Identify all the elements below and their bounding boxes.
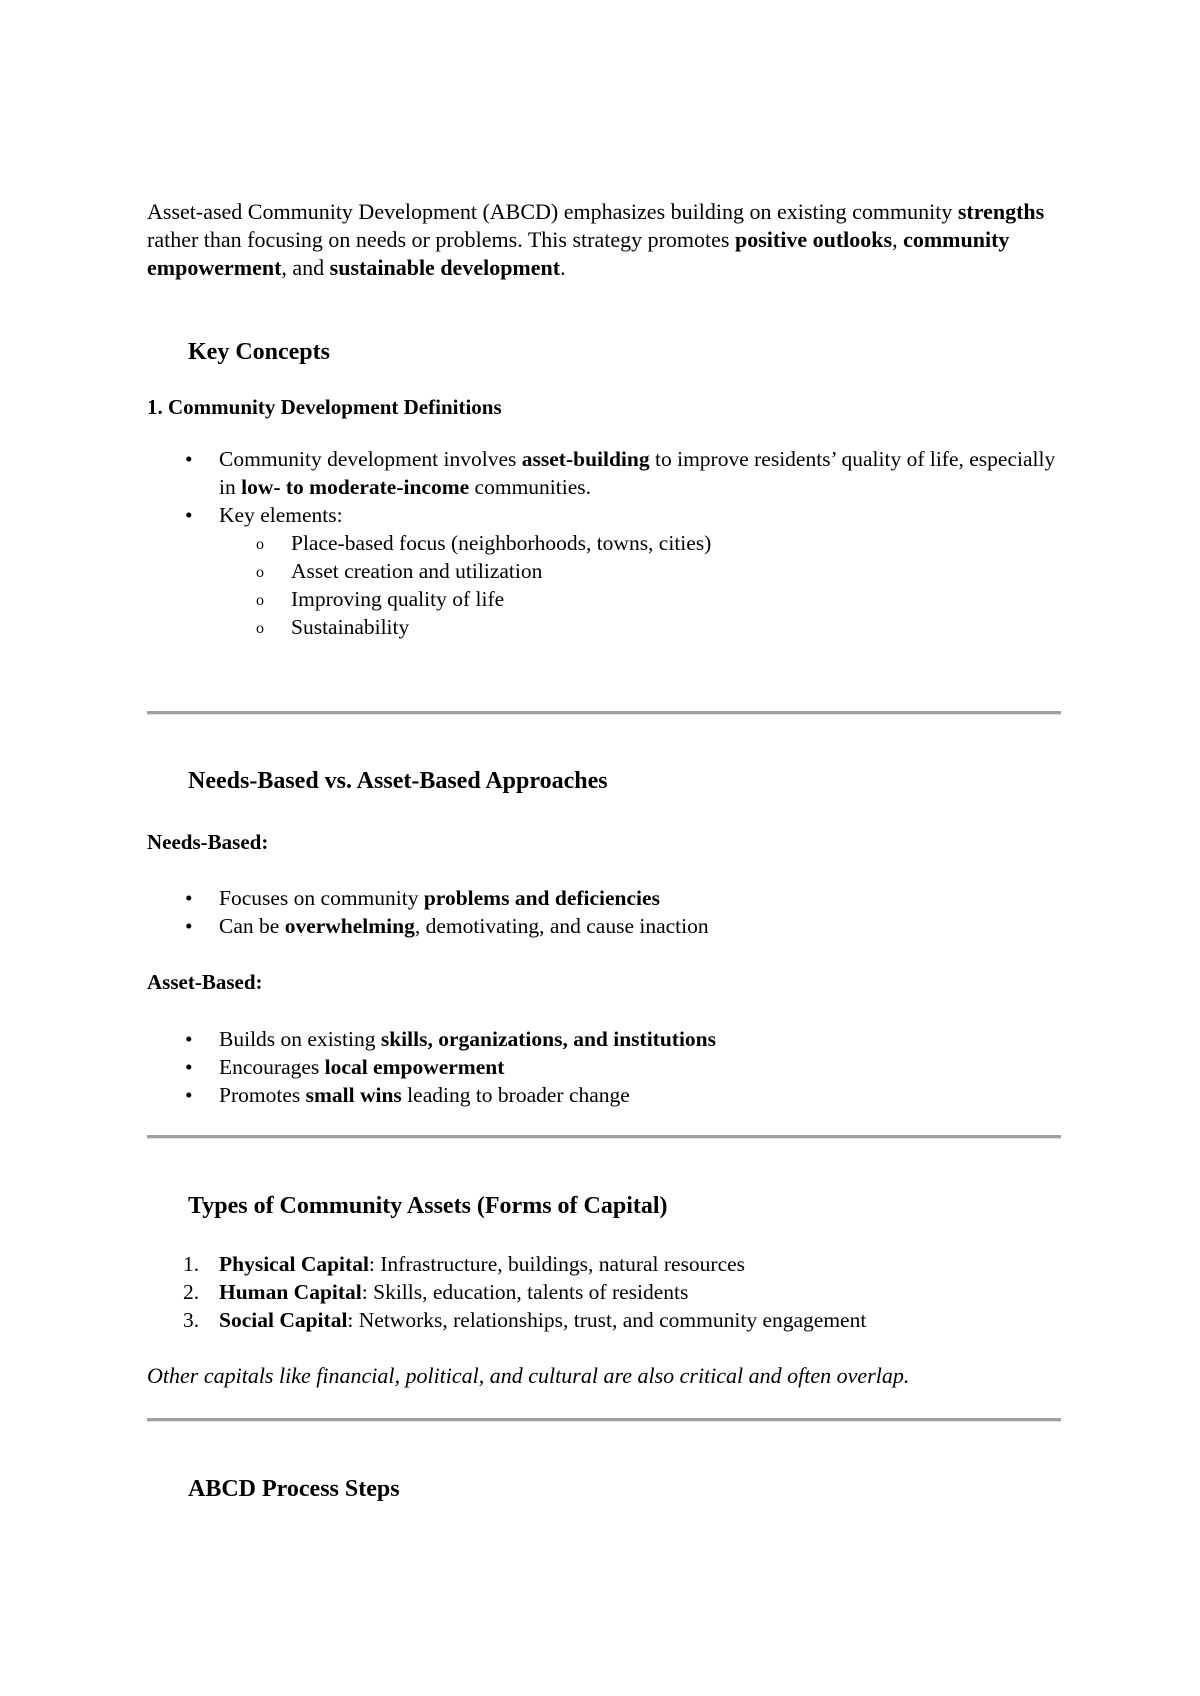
intro-text: rather than focusing on needs or problems. This strategy promotes bbox=[147, 227, 735, 252]
intro-bold: positive outlooks bbox=[734, 227, 893, 252]
list-item-bold: Physical Capital bbox=[219, 1252, 369, 1276]
list-number: 3. bbox=[183, 1308, 200, 1332]
list-item-bold: local empowerment bbox=[324, 1055, 505, 1079]
list-item-bold: skills, organizations, and institutions bbox=[380, 1027, 716, 1051]
asset-based-label: Asset-Based: bbox=[147, 970, 263, 994]
sublist-item bbox=[219, 585, 1057, 613]
list-item-text: Can be bbox=[219, 914, 285, 938]
circle-bullet-icon: o bbox=[256, 536, 264, 553]
list-item bbox=[147, 501, 1057, 641]
asset-based-list bbox=[147, 1025, 1057, 1109]
list-item-text: Community development involves bbox=[219, 447, 522, 471]
list-item-text: : Skills, education, talents of residents bbox=[361, 1280, 689, 1304]
list-item bbox=[147, 1306, 1057, 1334]
sublist-item-text: Asset creation and utilization bbox=[291, 559, 543, 583]
intro-text: . bbox=[560, 255, 566, 280]
list-item-bold: small wins bbox=[305, 1083, 402, 1107]
intro-paragraph bbox=[147, 198, 1057, 282]
list-item bbox=[147, 1025, 1057, 1053]
list-item bbox=[147, 1250, 1057, 1278]
list-item-bold: asset-building bbox=[521, 447, 650, 471]
list-item-text: communities. bbox=[469, 475, 591, 499]
sublist-item bbox=[219, 557, 1057, 585]
list-item-text: : Networks, relationships, trust, and community engagement bbox=[347, 1308, 867, 1332]
intro-bold: sustainable development bbox=[329, 255, 561, 280]
list-item-text: Focuses on community bbox=[219, 886, 424, 910]
definitions-subheading: 1. Community Development Definitions bbox=[147, 395, 502, 419]
list-item bbox=[147, 445, 1057, 501]
list-item-bold: problems and deficiencies bbox=[423, 886, 660, 910]
list-item-text: : Infrastructure, buildings, natural resources bbox=[368, 1252, 746, 1276]
capitals-heading: Types of Community Assets (Forms of Capital) bbox=[188, 1193, 668, 1219]
list-item-text: Promotes bbox=[219, 1083, 306, 1107]
sublist-item bbox=[219, 613, 1057, 641]
list-item-bold: overwhelming bbox=[284, 914, 415, 938]
definitions-list bbox=[147, 445, 1057, 641]
approaches-heading: Needs-Based vs. Asset-Based Approaches bbox=[188, 768, 608, 794]
bullet-icon: • bbox=[185, 447, 193, 471]
list-item-text: Builds on existing bbox=[219, 1027, 381, 1051]
process-steps-heading: ABCD Process Steps bbox=[188, 1476, 400, 1502]
intro-text: , bbox=[892, 227, 904, 252]
list-item-bold: Social Capital bbox=[219, 1308, 348, 1332]
key-elements-sublist bbox=[219, 529, 1057, 641]
list-number: 2. bbox=[183, 1280, 200, 1304]
list-item-text: leading to broader change bbox=[401, 1083, 630, 1107]
intro-text: , and bbox=[281, 255, 330, 280]
intro-bold: strengths bbox=[957, 199, 1045, 224]
horizontal-rule bbox=[147, 1135, 1061, 1139]
needs-based-list bbox=[147, 884, 1057, 940]
list-item-bold: low- to moderate-income bbox=[241, 475, 470, 499]
sublist-item bbox=[219, 529, 1057, 557]
list-item-text: Encourages bbox=[219, 1055, 325, 1079]
circle-bullet-icon: o bbox=[256, 564, 264, 581]
capitals-list bbox=[147, 1250, 1057, 1334]
list-item-text: , demotivating, and cause inaction bbox=[414, 914, 709, 938]
list-item bbox=[147, 1278, 1057, 1306]
bullet-icon: • bbox=[185, 503, 193, 527]
list-item bbox=[147, 1081, 1057, 1109]
needs-based-label: Needs-Based: bbox=[147, 830, 269, 854]
list-item bbox=[147, 912, 1057, 940]
sublist-item-text: Improving quality of life bbox=[291, 587, 505, 611]
intro-text: Asset-ased Community Development (ABCD) emphasizes building on existing community bbox=[147, 199, 958, 224]
list-number: 1. bbox=[183, 1252, 200, 1276]
list-item bbox=[147, 884, 1057, 912]
list-item bbox=[147, 1053, 1057, 1081]
circle-bullet-icon: o bbox=[256, 620, 264, 637]
sublist-item-text: Place-based focus (neighborhoods, towns, cities) bbox=[291, 531, 712, 555]
horizontal-rule bbox=[147, 1418, 1061, 1422]
sublist-item-text: Sustainability bbox=[291, 615, 410, 639]
bullet-icon: • bbox=[185, 1027, 193, 1051]
bullet-icon: • bbox=[185, 886, 193, 910]
bullet-icon: • bbox=[185, 1055, 193, 1079]
bullet-icon: • bbox=[185, 914, 193, 938]
capitals-note: Other capitals like financial, political, and cultural are also critical and often overlap. bbox=[147, 1363, 910, 1388]
list-item-bold: Human Capital bbox=[219, 1280, 362, 1304]
horizontal-rule bbox=[147, 711, 1061, 715]
bullet-icon: • bbox=[185, 1083, 193, 1107]
intro-bold: community empowerment bbox=[147, 227, 1010, 280]
circle-bullet-icon: o bbox=[256, 592, 264, 609]
list-item-text: Key elements: bbox=[219, 503, 343, 527]
key-concepts-heading: Key Concepts bbox=[188, 339, 330, 365]
list-item-text: to improve residents’ quality of life, especially in bbox=[219, 447, 1056, 499]
